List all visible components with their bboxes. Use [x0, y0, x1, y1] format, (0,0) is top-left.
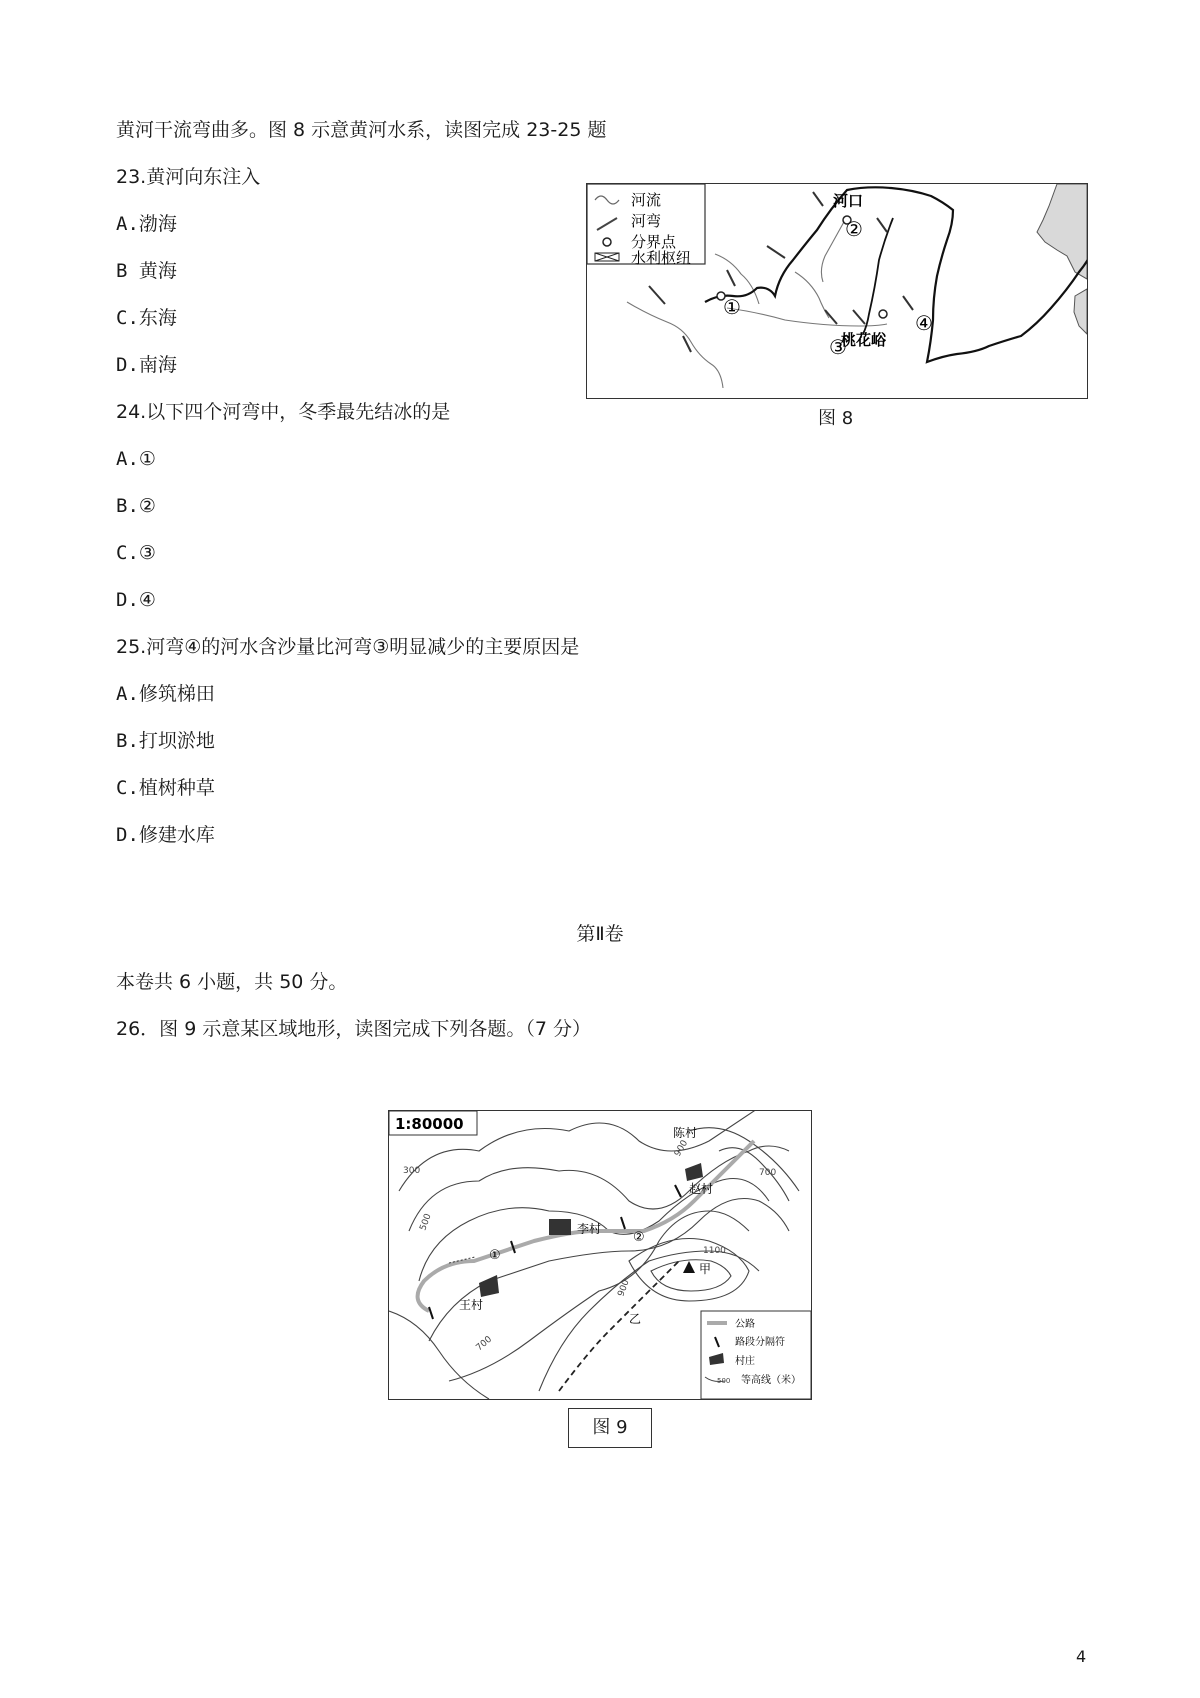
bend-marker-6 [825, 310, 837, 324]
fig8-label-hekou: 河口 [833, 192, 864, 210]
bend-marker-1 [649, 286, 665, 304]
q25-option-a: A.修筑梯田 [116, 683, 215, 705]
q25-option-b: B.打坝淤地 [116, 730, 215, 752]
fig9-label-li: 李村 [577, 1222, 602, 1236]
figure-8-caption: 图 8 [818, 408, 854, 429]
fig9-label-chen: 陈村 [673, 1126, 698, 1140]
fig8-marker-4: ④ [915, 311, 933, 335]
fig9-marker-1: ① [489, 1248, 501, 1263]
bend-marker-9 [683, 336, 691, 352]
legend-bend-label: 河弯 [631, 212, 662, 230]
segment-separator-1 [621, 1217, 625, 1229]
legend-boundary-label: 分界点 [631, 233, 677, 251]
legend-contour-label: 等高线（米） [741, 1375, 801, 1386]
segment-separator-4 [429, 1307, 433, 1319]
contour-label-700-right: 700 [759, 1168, 777, 1178]
legend-village-label: 村庄 [735, 1356, 755, 1367]
q26-stem: 26．图 9 示意某区域地形，读图完成下列各题。（7 分） [116, 1018, 591, 1040]
bend-marker-5 [877, 218, 887, 232]
intro-text: 黄河干流弯曲多。图 8 示意黄河水系，读图完成 23-25 题 [116, 119, 607, 141]
contour-label-1100: 1100 [703, 1246, 726, 1256]
q25-option-d: D.修建水库 [116, 824, 215, 846]
q24-option-d: D.④ [116, 589, 156, 611]
fig9-label-wang: 王村 [459, 1298, 484, 1312]
section2-title: 第Ⅱ卷 [576, 923, 624, 945]
q24-stem: 24.以下四个河弯中，冬季最先结冰的是 [116, 401, 451, 423]
tributary-fen [821, 220, 845, 282]
bend-marker-3 [767, 246, 785, 258]
figure-8-map [586, 183, 1088, 399]
village-li-icon [549, 1219, 571, 1235]
q23-option-c: C.东海 [116, 307, 177, 329]
village-wang-icon [479, 1275, 499, 1297]
q25-option-c: C.植树种草 [116, 777, 215, 799]
village-zhao-icon [685, 1163, 703, 1181]
page-number: 4 [1076, 1647, 1087, 1666]
legend-river-label: 河流 [631, 191, 662, 209]
fig8-label-taohuayu: 桃花峪 [841, 331, 887, 349]
sea-area-south [1074, 289, 1087, 334]
bend-marker-7 [853, 310, 865, 324]
figure-8-svg [587, 184, 1087, 398]
q23-option-a: A.渤海 [116, 213, 177, 235]
figure-9-map [388, 1110, 812, 1400]
fig8-marker-1: ① [723, 295, 741, 319]
fig9-scale: 1:80000 [395, 1115, 464, 1133]
legend-road-label: 公路 [735, 1319, 755, 1330]
q25-stem: 25.河弯④的河水含沙量比河弯③明显减少的主要原因是 [116, 636, 580, 658]
bend-marker-8 [903, 296, 913, 310]
dashed-route [559, 1261, 679, 1391]
fig8-marker-3: ③ [829, 335, 847, 359]
yellow-river-main [705, 187, 1087, 362]
contour-label-900-top: 900 [672, 1138, 691, 1159]
legend-separator-label: 路段分隔符 [735, 1337, 785, 1348]
q23-option-b: B 黄海 [116, 260, 177, 282]
q23-stem: 23.黄河向东注入 [116, 166, 261, 188]
legend-dam-icon [595, 253, 619, 261]
tributary-west [627, 302, 723, 388]
peak-jia-icon [683, 1261, 695, 1273]
fig9-label-zhao: 赵村 [689, 1182, 714, 1196]
yellow-river-branch [863, 218, 893, 334]
segment-separator-2 [675, 1185, 681, 1197]
section2-note: 本卷共 6 小题，共 50 分。 [116, 971, 348, 993]
q23-option-d: D.南海 [116, 354, 177, 376]
tributary-wei [727, 308, 887, 326]
bend-marker-4 [813, 192, 823, 206]
legend-boundary-icon [603, 238, 611, 246]
figure-9-caption-box [568, 1408, 652, 1448]
q24-option-b: B.② [116, 495, 156, 517]
contour-label-700-bottom: 700 [474, 1334, 495, 1354]
boundary-point-taohuayu [879, 310, 887, 318]
contour-label-900-mid: 900 [616, 1278, 632, 1299]
contour-label-500: 500 [418, 1212, 434, 1233]
legend-dam-label: 水利枢纽 [631, 249, 692, 267]
legend-contour-sample: 500 [717, 1377, 731, 1385]
fig9-label-jia: 甲 [699, 1262, 712, 1276]
fig9-label-yi: 乙 [629, 1312, 642, 1326]
q24-option-a: A.① [116, 448, 156, 470]
bend-marker-2 [727, 270, 735, 286]
figure-9-caption: 图 9 [592, 1417, 628, 1438]
fig8-marker-2: ② [845, 217, 863, 241]
tributary-loess [795, 272, 829, 318]
fig9-marker-2: ② [633, 1230, 645, 1245]
q24-option-c: C.③ [116, 542, 156, 564]
sea-area-north [1037, 184, 1087, 279]
figure-9-svg [389, 1111, 811, 1399]
contour-label-300: 300 [403, 1166, 421, 1176]
